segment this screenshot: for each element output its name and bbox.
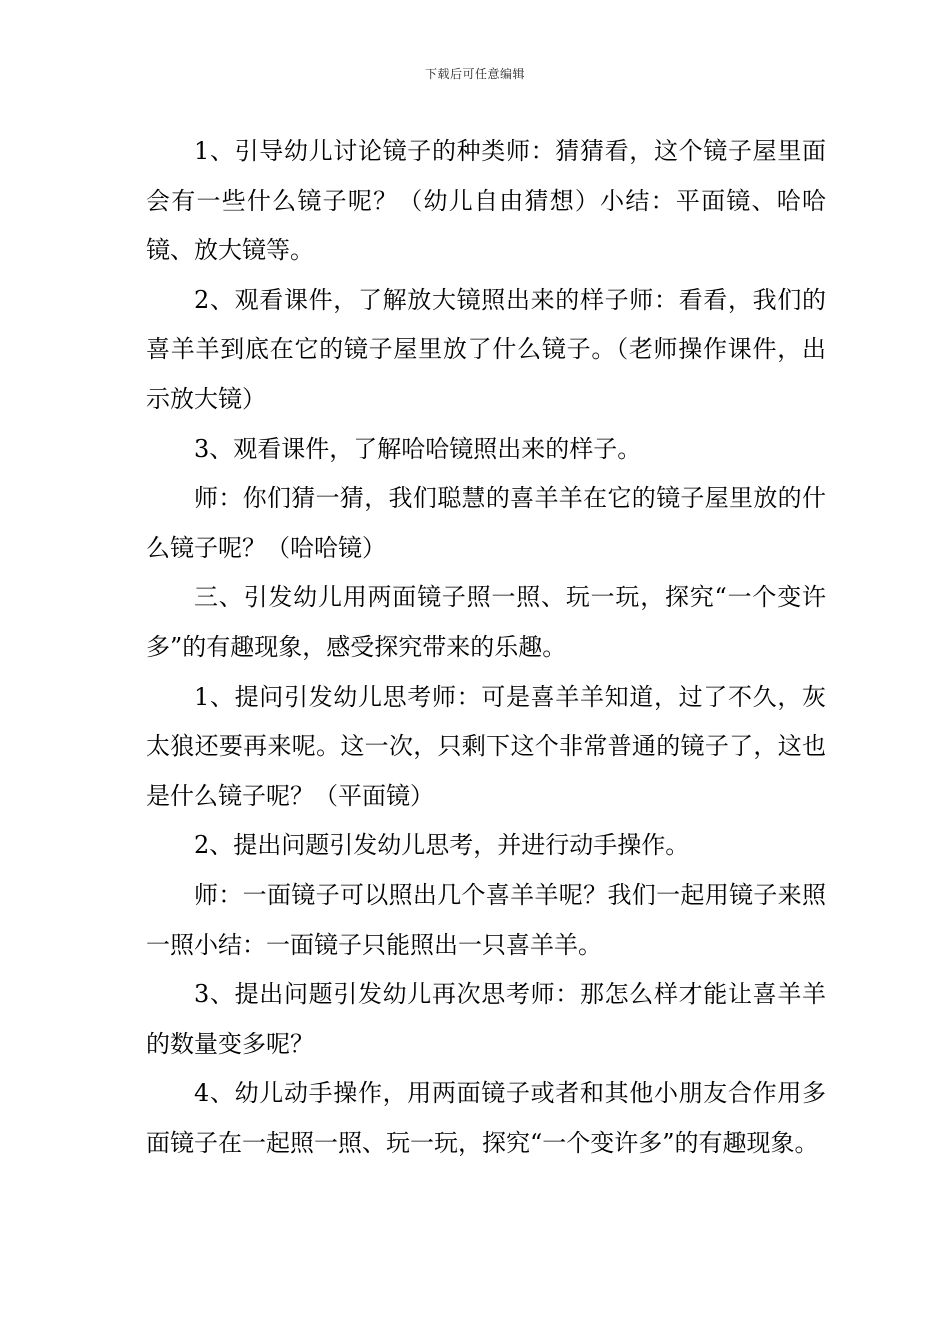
paragraph-7: 2、提出问题引发幼儿思考，并进行动手操作。: [194, 831, 690, 860]
page-header: 下载后可任意编辑: [424, 67, 525, 81]
paragraph-6: 1、提问引发幼儿思考师：可是喜羊羊知道，过了不久，灰太狼还要再来呢。这一次，只剩下这个非常普通的镜子了，这也是什么镜子呢？（平面镜）: [146, 682, 826, 810]
paragraph-8: 师：一面镜子可以照出几个喜羊羊呢？我们一起用镜子来照一照小结：一面镜子只能照出一只喜羊羊。: [146, 880, 826, 959]
paragraph-10: 4、幼儿动手操作，用两面镜子或者和其他小朋友合作用多面镜子在一起照一照、玩一玩，探究“一个变许多”的有趣现象。: [146, 1079, 826, 1157]
paragraph-1: 1、引导幼儿讨论镜子的种类师：猜猜看，这个镜子屋里面会有一些什么镜子呢？（幼儿自由猜想）小结：平面镜、哈哈镜、放大镜等。: [146, 137, 826, 265]
paragraph-5: 三、引发幼儿用两面镜子照一照、玩一玩，探究“一个变许多”的有趣现象，感受探究带来的乐趣。: [146, 583, 826, 661]
paragraph-9: 3、提出问题引发幼儿再次思考师：那怎么样才能让喜羊羊的数量变多呢？: [146, 980, 826, 1058]
paragraph-4: 师：你们猜一猜，我们聪慧的喜羊羊在它的镜子屋里放的什么镜子呢？（哈哈镜）: [146, 484, 826, 562]
paragraph-3: 3、观看课件，了解哈哈镜照出来的样子。: [194, 434, 642, 463]
document-body: [146, 127, 826, 1168]
paragraph-2: 2、观看课件，了解放大镜照出来的样子师：看看，我们的喜羊羊到底在它的镜子屋里放了什么镜子。（老师操作课件，出示放大镜）: [146, 285, 826, 413]
